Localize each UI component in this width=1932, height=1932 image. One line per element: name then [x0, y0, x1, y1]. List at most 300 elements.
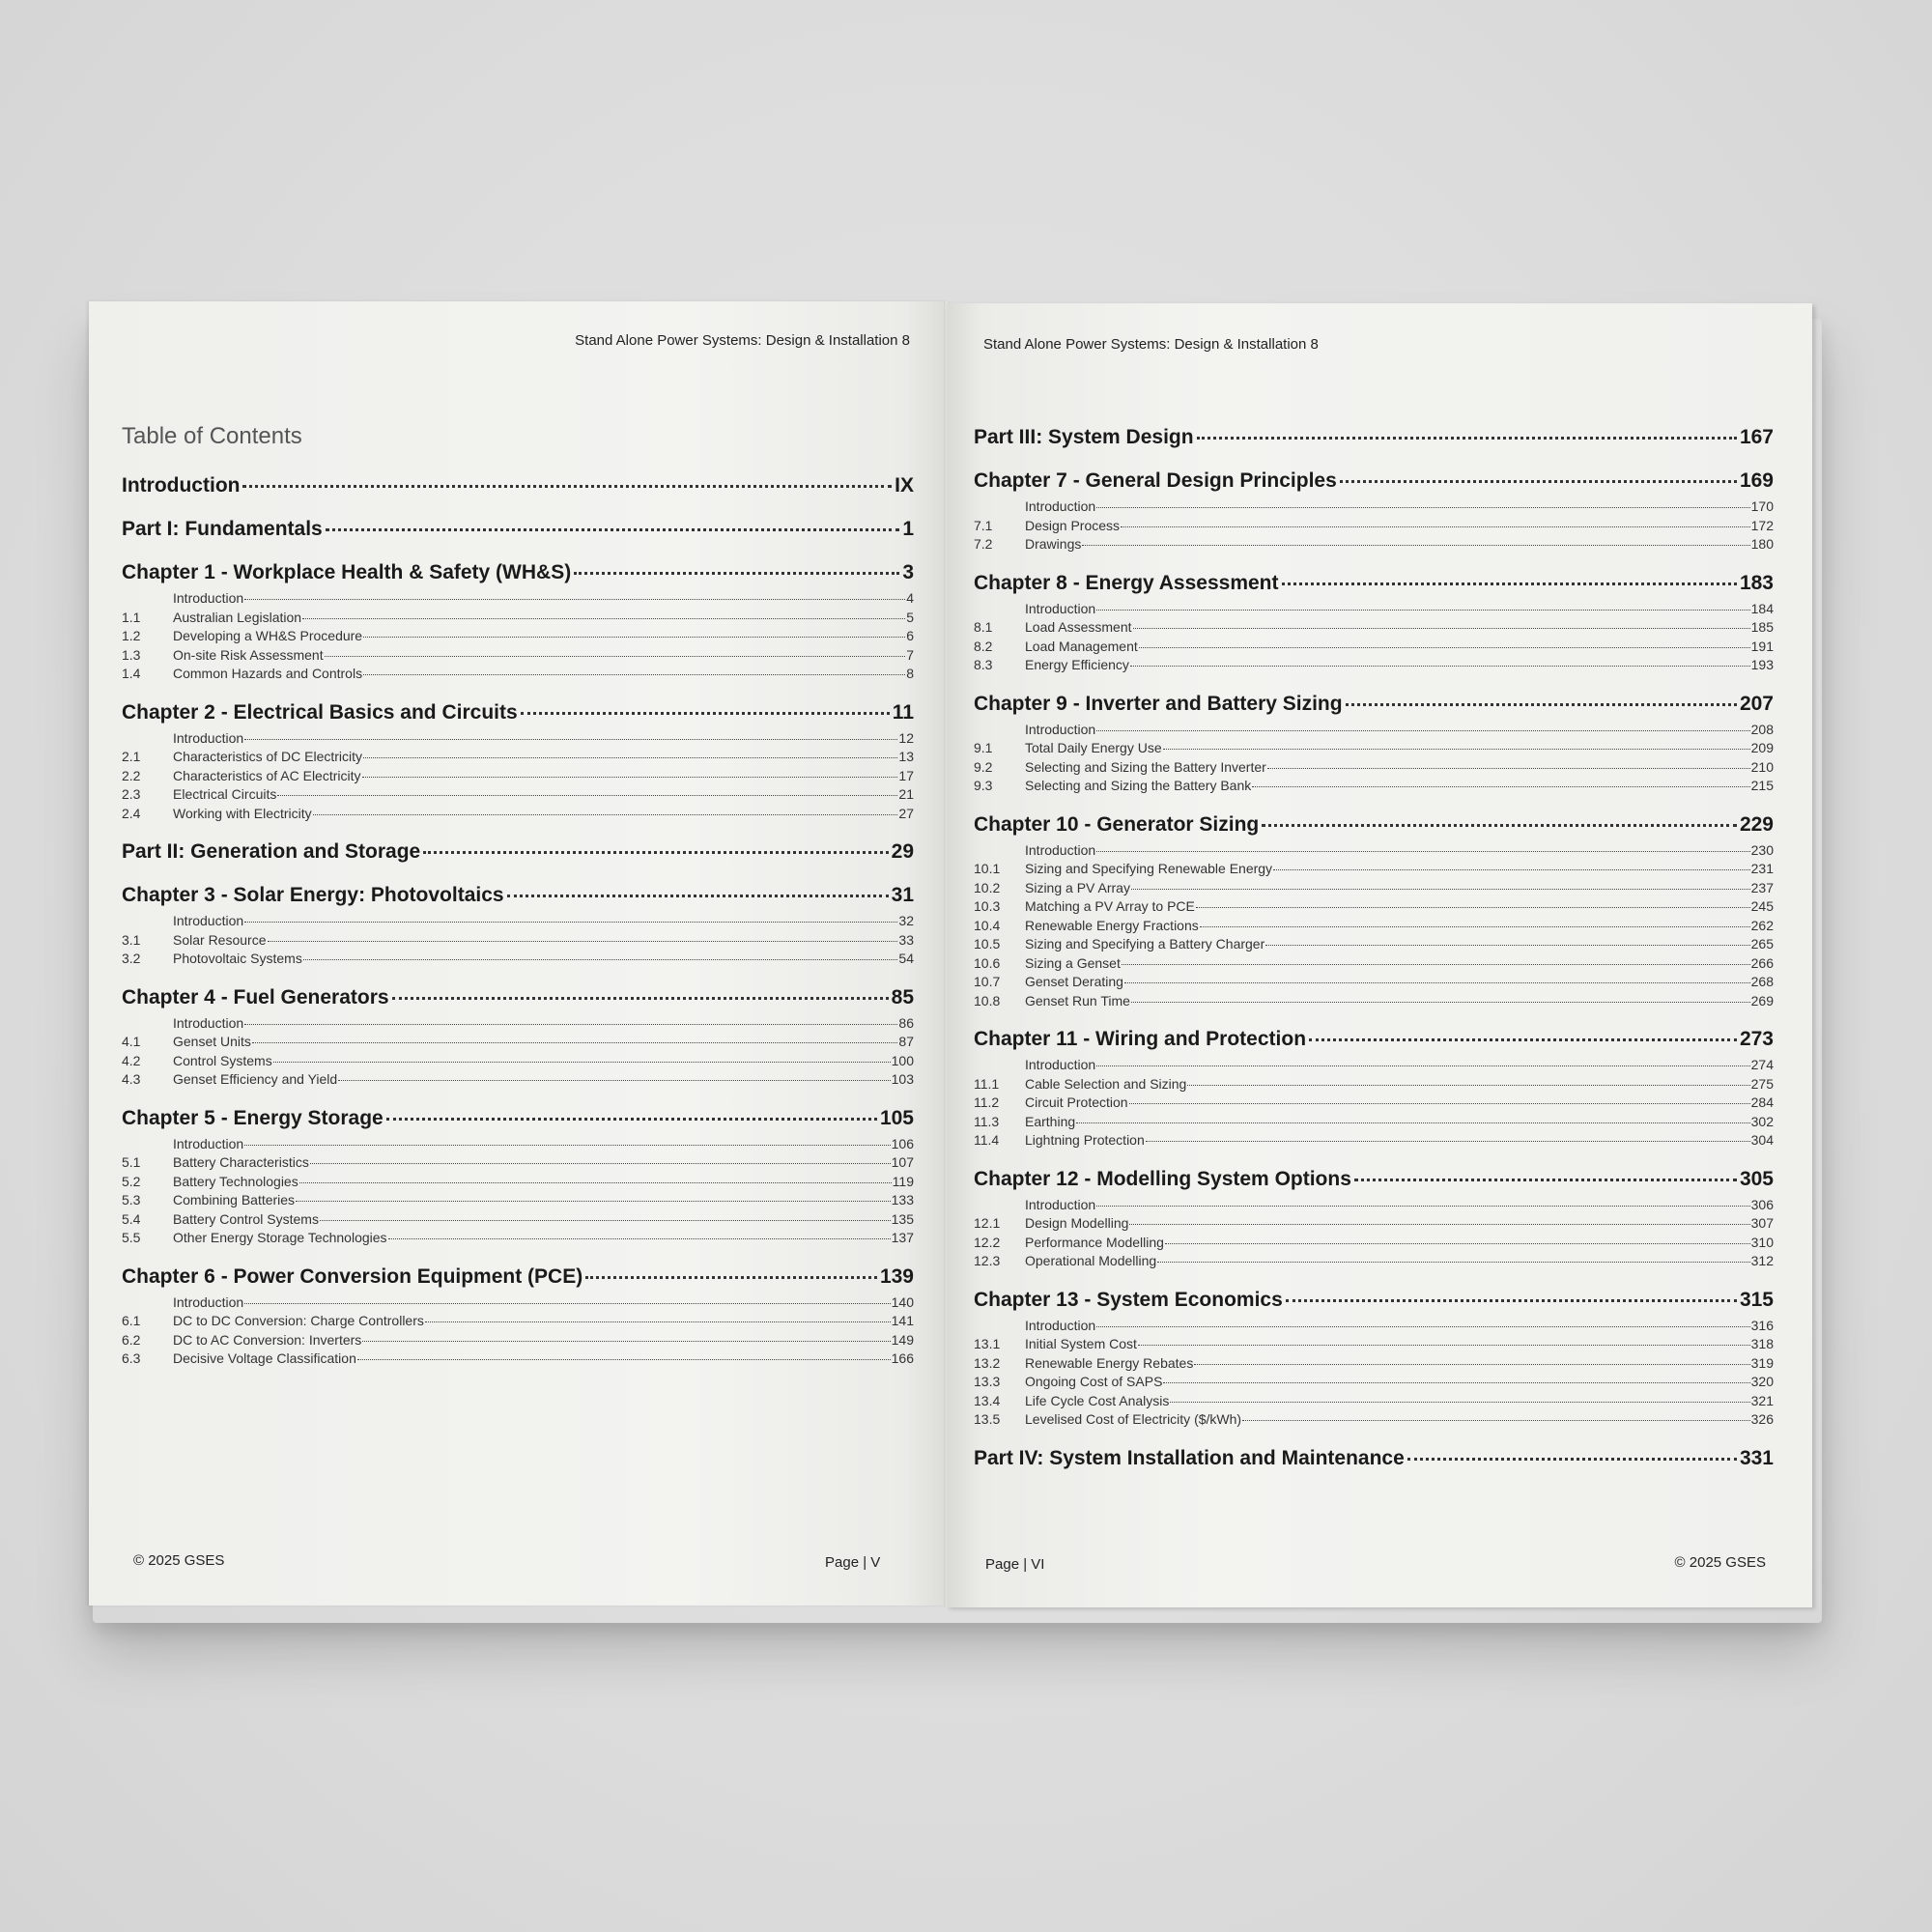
- toc-page-number: 141: [891, 1313, 914, 1328]
- dot-leader: [1265, 941, 1749, 946]
- toc-page-number: 87: [898, 1034, 914, 1049]
- dot-leader: [242, 479, 892, 488]
- section-number: 2.2: [122, 767, 141, 783]
- toc-page-number: 135: [891, 1210, 914, 1227]
- dot-leader: [1242, 1416, 1750, 1421]
- section-number: 10.5: [974, 936, 1001, 952]
- dot-leader: [244, 1020, 897, 1025]
- dot-leader: [244, 595, 905, 600]
- toc-heading: [974, 467, 1774, 496]
- toc-entry: [122, 1052, 914, 1071]
- dot-leader: [310, 1159, 891, 1164]
- section-number: 12.2: [974, 1234, 1001, 1250]
- toc-entry-title: Total Daily Energy Use: [1025, 740, 1162, 755]
- section-number: 8.3: [974, 657, 993, 672]
- section-number: 10.4: [974, 917, 1001, 933]
- toc-heading: [122, 1263, 914, 1292]
- dot-leader: [338, 1076, 890, 1081]
- toc-page-number: 305: [1739, 1167, 1774, 1190]
- dot-leader: [1096, 1322, 1749, 1327]
- toc-entry: [974, 497, 1774, 517]
- toc-page-number: 310: [1750, 1234, 1774, 1250]
- toc-heading-title: Chapter 3 - Solar Energy: Photovoltaics: [122, 884, 504, 906]
- section-number: 6.1: [122, 1313, 141, 1328]
- toc-entry-title: Matching a PV Array to PCE: [1025, 898, 1195, 914]
- toc-entry-title: Design Modelling: [1025, 1215, 1129, 1231]
- toc-entry-title: Introduction: [173, 1293, 244, 1310]
- dot-leader: [1267, 764, 1750, 769]
- toc-entry: [122, 1229, 914, 1248]
- toc-heading: [974, 1025, 1774, 1054]
- toc-heading-title: Part IV: System Installation and Maintenance: [974, 1446, 1405, 1469]
- toc-heading: [974, 569, 1774, 598]
- toc-entry-title: Sizing and Specifying a Battery Charger: [1025, 936, 1265, 952]
- dot-leader: [1129, 1220, 1749, 1225]
- toc-entry: [974, 777, 1774, 796]
- toc-page-number: 183: [1739, 571, 1774, 594]
- toc-heading: [974, 1444, 1774, 1473]
- toc-entry-title: Electrical Circuits: [173, 786, 277, 802]
- toc-entry: [974, 721, 1774, 740]
- right-page: [947, 303, 1812, 1607]
- section-number: 4.3: [122, 1071, 141, 1087]
- section-number: 10.3: [974, 898, 1001, 914]
- toc-entry: [974, 1234, 1774, 1253]
- dot-leader: [1139, 643, 1750, 648]
- section-number: 10.6: [974, 954, 1001, 971]
- toc-page-number: 284: [1750, 1094, 1774, 1110]
- toc-entry-title: Drawings: [1025, 536, 1082, 552]
- toc-entry-title: Introduction: [1025, 1317, 1096, 1333]
- toc-entry: [122, 1331, 914, 1350]
- section-number: 10.8: [974, 992, 1001, 1009]
- toc-page-number: 33: [898, 931, 914, 948]
- section-number: 8.1: [974, 619, 993, 635]
- section-number: 11.2: [974, 1094, 1000, 1110]
- dot-leader: [1124, 979, 1750, 983]
- toc-entry: [122, 1014, 914, 1034]
- dot-leader: [273, 1058, 891, 1063]
- toc-heading: [122, 698, 914, 727]
- dot-leader: [320, 1216, 891, 1221]
- toc-entry-title: Introduction: [1025, 1057, 1096, 1072]
- toc-page-number: 191: [1750, 638, 1774, 654]
- section-number: 13.1: [974, 1336, 1001, 1351]
- toc-entry: [122, 1293, 914, 1313]
- toc-heading: [974, 690, 1774, 719]
- toc-entry: [122, 767, 914, 786]
- toc-page-number: 4: [906, 590, 914, 606]
- toc-heading-title: Chapter 13 - System Economics: [974, 1288, 1283, 1311]
- section-number: 3.1: [122, 931, 141, 948]
- toc-entry: [122, 609, 914, 628]
- toc-heading: [974, 810, 1774, 839]
- dot-leader: [1096, 1062, 1749, 1066]
- toc-entry: [974, 1317, 1774, 1336]
- section-number: 13.4: [974, 1392, 1001, 1408]
- toc-entry: [122, 931, 914, 951]
- section-number: 4.2: [122, 1052, 141, 1068]
- toc-entry: [974, 1410, 1774, 1430]
- dot-leader: [507, 889, 889, 897]
- section-number: 3.2: [122, 951, 141, 966]
- toc-page-number: 6: [906, 628, 914, 643]
- dot-leader: [1096, 847, 1749, 852]
- dot-leader: [1163, 745, 1750, 750]
- section-number: 1.2: [122, 628, 141, 643]
- dot-leader: [362, 1337, 890, 1342]
- toc-entry-title: Photovoltaic Systems: [173, 951, 302, 966]
- toc-entry-title: DC to AC Conversion: Inverters: [173, 1331, 362, 1348]
- section-number: 12.1: [974, 1215, 1001, 1231]
- section-number: 6.2: [122, 1331, 141, 1348]
- toc-page-number: 27: [898, 805, 914, 821]
- toc-page-number: 208: [1750, 721, 1774, 737]
- toc-page-number: 100: [891, 1052, 914, 1068]
- toc-entry-title: Renewable Energy Rebates: [1025, 1354, 1194, 1371]
- dot-leader: [1407, 1452, 1737, 1461]
- dot-leader: [1282, 577, 1737, 585]
- toc-entry: [974, 1252, 1774, 1271]
- section-number: 11.3: [974, 1113, 1000, 1129]
- toc-entry: [122, 1135, 914, 1154]
- toc-page-number: 3: [902, 561, 914, 583]
- toc-entry: [974, 1354, 1774, 1374]
- dot-leader: [244, 1299, 890, 1304]
- dot-leader: [521, 706, 890, 715]
- toc-entry: [122, 1153, 914, 1173]
- dot-leader: [386, 1112, 877, 1121]
- toc-entry: [974, 618, 1774, 638]
- dot-leader: [574, 566, 899, 575]
- section-number: 6.3: [122, 1350, 141, 1366]
- toc-page-number: 319: [1750, 1354, 1774, 1371]
- toc-entry: [122, 1070, 914, 1090]
- toc-entry: [122, 785, 914, 805]
- toc-entry-title: Load Management: [1025, 638, 1138, 654]
- toc-page-number: 166: [891, 1350, 914, 1366]
- toc-entry-title: Developing a WH&S Procedure: [173, 628, 363, 643]
- toc-page-number: 1: [902, 518, 914, 540]
- toc-entry-title: Introduction: [173, 913, 244, 928]
- dot-leader: [1197, 431, 1737, 440]
- toc-page-number: 331: [1739, 1446, 1774, 1469]
- dot-leader: [325, 652, 906, 657]
- dot-leader: [1196, 903, 1750, 908]
- toc-entry-title: Introduction: [1025, 498, 1096, 514]
- toc-heading-title: Chapter 4 - Fuel Generators: [122, 985, 389, 1009]
- toc-entry: [974, 1335, 1774, 1354]
- toc-entry-title: Selecting and Sizing the Battery Bank: [1025, 778, 1252, 793]
- toc-page-number: 29: [891, 840, 914, 863]
- dot-leader: [1131, 885, 1750, 890]
- toc-page-number: 268: [1750, 974, 1774, 989]
- toc-entry-title: Battery Technologies: [173, 1173, 298, 1189]
- dot-leader: [313, 810, 898, 815]
- toc-list-left: [122, 471, 914, 1369]
- toc-heading-title: Introduction: [122, 474, 241, 497]
- dot-leader: [1163, 1378, 1749, 1383]
- toc-entry-title: Genset Units: [173, 1034, 251, 1049]
- dot-leader: [244, 918, 897, 923]
- toc-page-number: 11: [892, 700, 914, 724]
- section-number: 13.2: [974, 1354, 1001, 1371]
- dot-leader: [357, 1355, 891, 1360]
- toc-entry: [122, 729, 914, 749]
- toc-entry-title: Selecting and Sizing the Battery Inverter: [1025, 758, 1266, 775]
- toc-page-number: 5: [906, 609, 914, 625]
- toc-entry: [974, 1056, 1774, 1075]
- toc-page-number: 273: [1739, 1028, 1774, 1050]
- toc-page-number: 13: [898, 749, 914, 764]
- page-number: Page | V: [825, 1554, 881, 1571]
- left-page: [89, 301, 947, 1605]
- toc-entry: [974, 656, 1774, 675]
- toc-entry: [122, 589, 914, 609]
- dot-leader: [1252, 782, 1749, 787]
- dot-leader: [392, 991, 889, 1000]
- toc-entry: [974, 535, 1774, 554]
- toc-page-number: 302: [1750, 1113, 1774, 1129]
- toc-entry: [122, 748, 914, 767]
- toc-entry-title: Introduction: [173, 1014, 244, 1031]
- toc-entry-title: Circuit Protection: [1025, 1094, 1128, 1110]
- toc-page-number: 210: [1750, 758, 1774, 775]
- toc-page-number: 229: [1739, 812, 1774, 836]
- dot-leader: [1096, 503, 1749, 508]
- toc-page-number: 149: [891, 1331, 914, 1348]
- toc-page-number: 275: [1750, 1075, 1774, 1092]
- toc-heading-title: Chapter 9 - Inverter and Battery Sizing: [974, 692, 1343, 715]
- toc-entry: [122, 1191, 914, 1210]
- toc-page-number: 215: [1750, 778, 1774, 793]
- toc-entry-title: Operational Modelling: [1025, 1253, 1157, 1268]
- section-number: 1.3: [122, 646, 141, 663]
- toc-entry-title: Decisive Voltage Classification: [173, 1350, 356, 1366]
- toc-page-number: 133: [891, 1192, 914, 1208]
- toc-heading-title: Chapter 7 - General Design Principles: [974, 469, 1337, 492]
- toc-heading-title: Part II: Generation and Storage: [122, 840, 421, 863]
- toc-entry-title: Life Cycle Cost Analysis: [1025, 1392, 1170, 1408]
- toc-entry: [122, 627, 914, 646]
- toc-entry: [974, 1075, 1774, 1094]
- toc-page-number: 193: [1750, 657, 1774, 672]
- section-number: 10.7: [974, 974, 1001, 989]
- dot-leader: [1354, 1173, 1737, 1181]
- toc-page-number: 274: [1750, 1057, 1774, 1072]
- toc-page-number: 262: [1750, 917, 1774, 933]
- toc-page-number: 231: [1750, 861, 1774, 876]
- toc-entry-title: Working with Electricity: [173, 805, 312, 821]
- toc-entry-title: Levelised Cost of Electricity ($/kWh): [1025, 1411, 1242, 1427]
- toc-entry-title: Battery Control Systems: [173, 1210, 319, 1227]
- dot-leader: [1121, 523, 1750, 527]
- toc-entry: [122, 1173, 914, 1192]
- toc-entry: [974, 1131, 1774, 1151]
- toc-entry-title: Battery Characteristics: [173, 1154, 309, 1170]
- toc-heading: [122, 471, 914, 500]
- toc-entry-title: On-site Risk Assessment: [173, 646, 324, 663]
- section-number: 2.1: [122, 749, 141, 764]
- toc-entry: [974, 897, 1774, 917]
- dot-leader: [1129, 1099, 1750, 1104]
- dot-leader: [1200, 923, 1750, 927]
- toc-page-number: 12: [898, 729, 914, 746]
- dot-leader: [277, 791, 897, 796]
- toc-entry: [974, 1196, 1774, 1215]
- dot-leader: [1340, 474, 1737, 483]
- toc-page-number: 32: [898, 913, 914, 928]
- toc-entry-title: Introduction: [173, 1135, 244, 1151]
- toc-entry-title: Introduction: [1025, 1196, 1096, 1212]
- toc-entry: [974, 1214, 1774, 1234]
- toc-list-right: [974, 423, 1774, 1473]
- toc-entry-title: Characteristics of DC Electricity: [173, 749, 363, 764]
- toc-entry: [974, 879, 1774, 898]
- running-head: Stand Alone Power Systems: Design & Installation 8: [575, 332, 910, 349]
- toc-entry-title: Load Assessment: [1025, 619, 1132, 635]
- toc-entry: [122, 646, 914, 666]
- toc-entry: [974, 739, 1774, 758]
- toc-entry-title: Characteristics of AC Electricity: [173, 767, 361, 783]
- toc-page-number: 209: [1750, 740, 1774, 755]
- toc-entry-title: Control Systems: [173, 1052, 272, 1068]
- dot-leader: [302, 614, 905, 619]
- toc-page-number: 269: [1750, 992, 1774, 1009]
- section-number: 5.1: [122, 1154, 141, 1170]
- toc-page-number: 326: [1750, 1411, 1774, 1427]
- dot-leader: [1187, 1081, 1749, 1086]
- toc-heading-title: Chapter 8 - Energy Assessment: [974, 571, 1279, 594]
- toc-entry-title: Energy Efficiency: [1025, 657, 1129, 672]
- section-number: 13.5: [974, 1411, 1001, 1427]
- dot-leader: [1138, 1341, 1750, 1346]
- toc-entry: [122, 665, 914, 684]
- toc-page-number: 172: [1750, 517, 1774, 533]
- toc-entry-title: Earthing: [1025, 1113, 1076, 1129]
- toc-heading-title: Chapter 10 - Generator Sizing: [974, 812, 1260, 836]
- toc-heading-title: Chapter 12 - Modelling System Options: [974, 1167, 1351, 1190]
- toc-entry: [974, 917, 1774, 936]
- toc-page-number: 105: [879, 1106, 914, 1129]
- toc-heading: [974, 1286, 1774, 1315]
- section-number: 9.3: [974, 778, 993, 793]
- dot-leader: [1096, 1202, 1749, 1207]
- section-number: 5.4: [122, 1210, 141, 1227]
- toc-page-number: 54: [898, 951, 914, 966]
- toc-entry: [122, 1350, 914, 1369]
- toc-page-number: 318: [1750, 1336, 1774, 1351]
- section-number: 5.5: [122, 1230, 141, 1245]
- section-number: 9.1: [974, 740, 993, 755]
- toc-page-number: 245: [1750, 898, 1774, 914]
- copyright: © 2025 GSES: [133, 1552, 225, 1569]
- dot-leader: [1309, 1033, 1737, 1041]
- toc-heading: [122, 1104, 914, 1133]
- toc-entry: [122, 1033, 914, 1052]
- dot-leader: [1146, 1137, 1750, 1142]
- toc-entry-title: Sizing a PV Array: [1025, 879, 1130, 895]
- toc-entry-title: Introduction: [1025, 841, 1096, 858]
- toc-entry: [974, 992, 1774, 1011]
- dot-leader: [585, 1270, 877, 1279]
- toc-page-number: 207: [1739, 692, 1774, 715]
- toc-page-number: 21: [898, 786, 914, 802]
- dot-leader: [326, 523, 900, 531]
- toc-page-number: 307: [1750, 1215, 1774, 1231]
- toc-page-number: 312: [1750, 1253, 1774, 1268]
- toc-page-number: 237: [1750, 879, 1774, 895]
- toc-entry-title: Sizing a Genset: [1025, 954, 1121, 971]
- toc-entry: [974, 758, 1774, 778]
- toc-heading: [974, 1165, 1774, 1194]
- toc-title: Table of Contents: [122, 423, 302, 449]
- dot-leader: [1157, 1258, 1749, 1263]
- section-number: 1.1: [122, 609, 141, 625]
- toc-page-number: 103: [891, 1071, 914, 1087]
- dot-leader: [388, 1235, 891, 1239]
- toc-entry-title: Australian Legislation: [173, 609, 302, 625]
- toc-page-number: 320: [1750, 1374, 1774, 1389]
- toc-entry: [974, 1113, 1774, 1132]
- toc-page-number: 31: [891, 884, 914, 906]
- toc-entry-title: Sizing and Specifying Renewable Energy: [1025, 861, 1273, 876]
- toc-entry: [974, 638, 1774, 657]
- toc-entry: [974, 1392, 1774, 1411]
- dot-leader: [1286, 1293, 1737, 1302]
- toc-entry-title: Cable Selection and Sizing: [1025, 1075, 1187, 1092]
- section-number: 2.3: [122, 786, 141, 802]
- toc-page-number: 106: [891, 1135, 914, 1151]
- toc-heading: [122, 838, 914, 867]
- dot-leader: [1346, 697, 1737, 706]
- toc-heading-title: Part III: System Design: [974, 426, 1194, 448]
- section-number: 13.3: [974, 1374, 1001, 1389]
- toc-page-number: 17: [898, 767, 914, 783]
- toc-entry: [122, 950, 914, 969]
- toc-entry: [974, 841, 1774, 861]
- toc-page-number: 139: [879, 1264, 914, 1288]
- dot-leader: [1262, 818, 1737, 827]
- toc-page-number: 306: [1750, 1196, 1774, 1212]
- toc-page-number: 185: [1750, 619, 1774, 635]
- toc-heading-title: Chapter 5 - Energy Storage: [122, 1106, 384, 1129]
- toc-entry: [974, 600, 1774, 619]
- toc-page-number: 169: [1739, 469, 1774, 492]
- toc-entry-title: Other Energy Storage Technologies: [173, 1230, 387, 1245]
- toc-entry-title: Introduction: [1025, 721, 1096, 737]
- toc-page-number: 266: [1750, 954, 1774, 971]
- toc-heading-title: Chapter 11 - Wiring and Protection: [974, 1028, 1307, 1050]
- toc-entry-title: Introduction: [173, 729, 244, 746]
- toc-page-number: 265: [1750, 936, 1774, 952]
- dot-leader: [1096, 606, 1749, 611]
- toc-entry-title: Common Hazards and Controls: [173, 666, 363, 681]
- dot-leader: [363, 753, 897, 758]
- page-number: Page | VI: [985, 1556, 1045, 1573]
- dot-leader: [1076, 1119, 1749, 1123]
- toc-page-number: 180: [1750, 536, 1774, 552]
- dot-leader: [296, 1197, 891, 1202]
- section-number: 5.2: [122, 1173, 141, 1189]
- dot-leader: [425, 1318, 891, 1322]
- dot-leader: [1122, 960, 1750, 965]
- toc-page-number: 8: [906, 666, 914, 681]
- toc-heading: [974, 423, 1774, 452]
- dot-leader: [1133, 624, 1750, 629]
- section-number: 10.1: [974, 861, 1001, 876]
- running-head: Stand Alone Power Systems: Design & Installation 8: [983, 336, 1319, 353]
